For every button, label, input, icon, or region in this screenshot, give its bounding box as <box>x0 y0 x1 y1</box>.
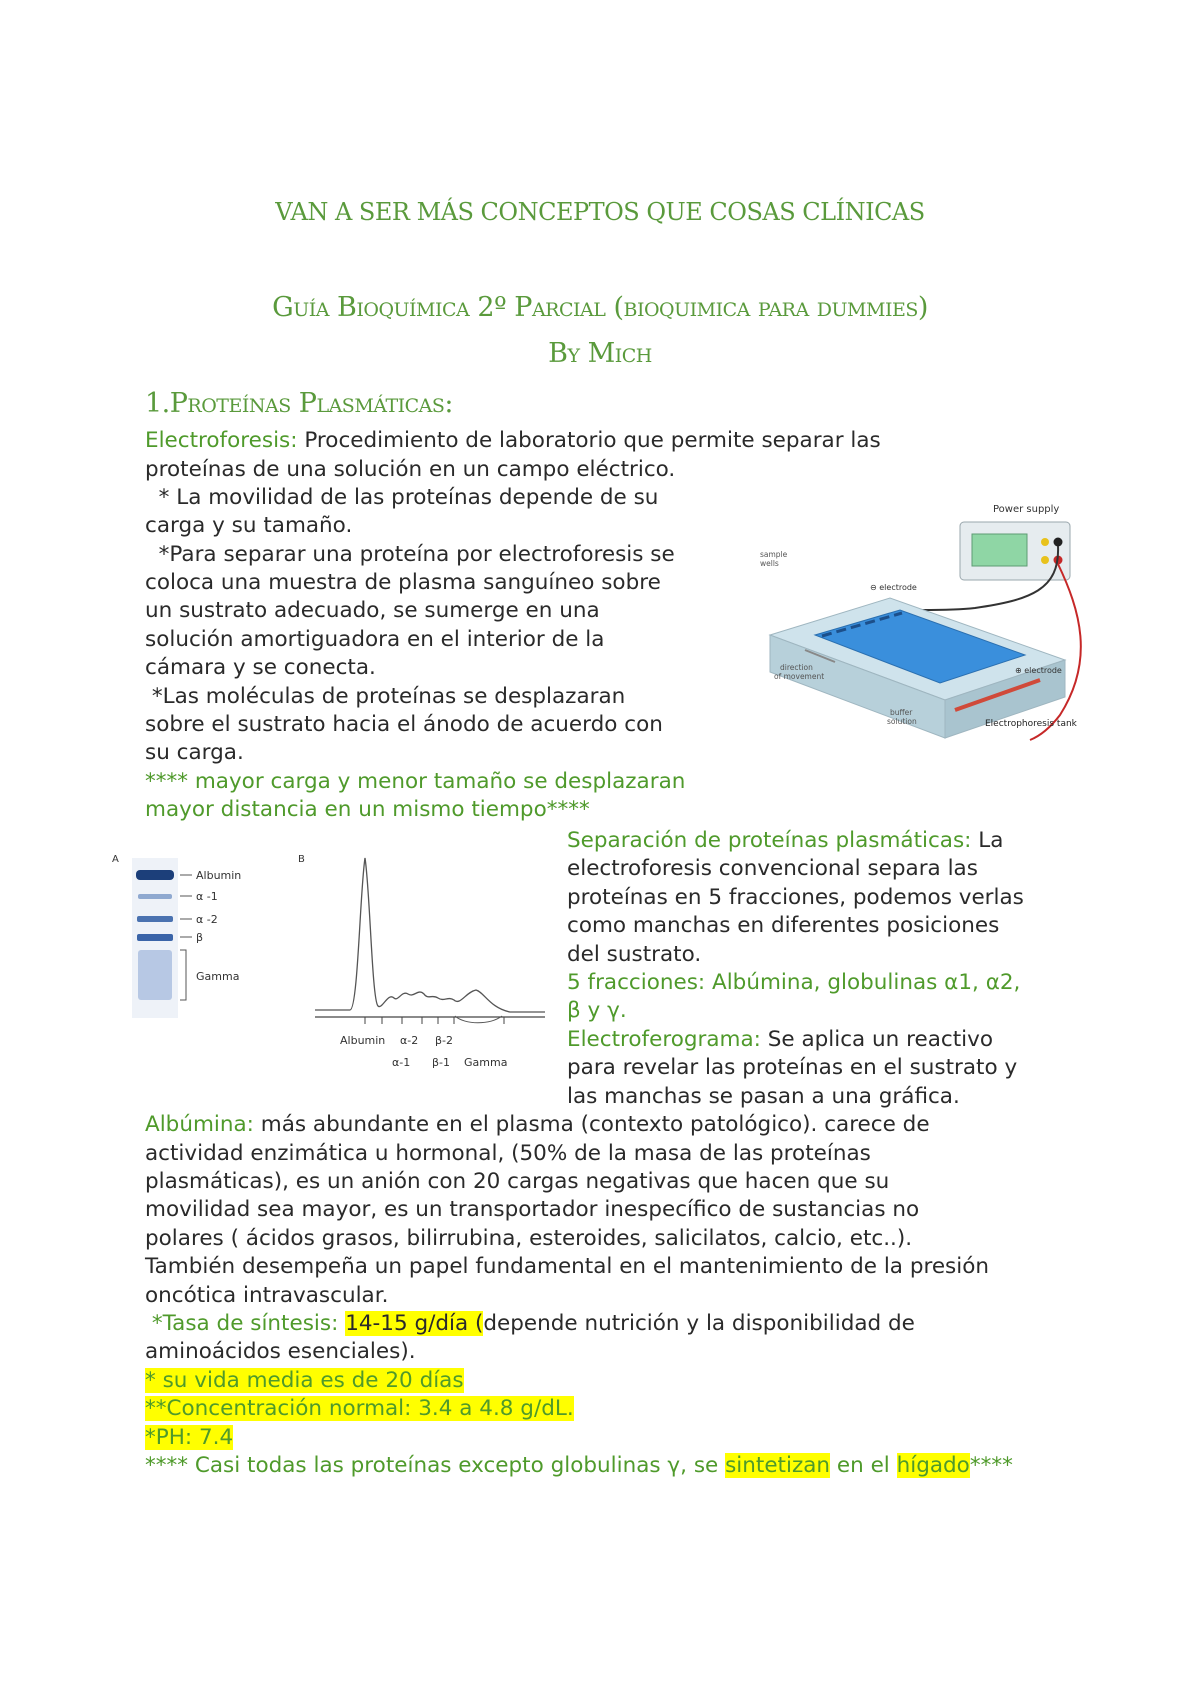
electroferograma-line: Electroferograma: Se aplica un reactivo <box>567 1027 994 1052</box>
tasa-sintesis-line: *Tasa de síntesis: 14-15 g/día (depende nutrición y la disponibilidad de <box>145 1311 915 1336</box>
text-line: un sustrato adecuado, se sumerge en una <box>145 598 600 623</box>
svg-text:Albumin: Albumin <box>340 1034 386 1047</box>
power-supply-display <box>972 534 1027 566</box>
text-line: electroforesis convencional separa las <box>567 856 978 881</box>
positive-electrode-label: ⊕ electrode <box>1015 666 1062 675</box>
term-separacion: Separación de proteínas plasmáticas: <box>567 828 972 853</box>
band-alpha-1 <box>138 894 172 899</box>
text-line: coloca una muestra de plasma sanguíneo sobre <box>145 570 661 595</box>
band-gamma <box>138 950 172 1000</box>
page-title: Guía Bioquímica 2º Parcial (bioquimica para dummies) <box>272 292 928 323</box>
text-line: También desempeña un papel fundamental en el mantenimiento de la presión <box>145 1254 990 1279</box>
electroforesis-definition: Electroforesis: Procedimiento de laboratorio que permite separar las <box>145 428 881 453</box>
text-line: para revelar las proteínas en el sustrato y <box>567 1055 1018 1080</box>
text-line: como manchas en diferentes posiciones <box>567 913 1000 938</box>
section-heading: 1.Proteínas Plasmáticas: <box>145 388 454 419</box>
svg-text:buffer: buffer <box>890 708 913 717</box>
sintesis-final-line: **** Casi todas las proteínas excepto globulinas γ, se sintetizan en el hígado**** <box>145 1453 1013 1478</box>
text-line: actividad enzimática u hormonal, (50% de la masa de las proteínas <box>145 1141 871 1166</box>
svg-text:α -1: α -1 <box>196 890 218 903</box>
text-line: aminoácidos esenciales). <box>145 1339 416 1364</box>
band-albumin <box>136 870 174 880</box>
text-line: las manchas se pasan a una gráfica. <box>567 1084 960 1109</box>
svg-text:α -2: α -2 <box>196 913 218 926</box>
author-line: By Mich <box>548 338 652 369</box>
tank-label: Electrophoresis tank <box>985 719 1077 729</box>
negative-electrode-label: ⊖ electrode <box>870 583 917 592</box>
fracciones-line: β y γ. <box>567 998 627 1023</box>
text-line: carga y su tamaño. <box>145 513 353 538</box>
panel-b-label: B <box>298 854 305 865</box>
svg-text:α-2: α-2 <box>400 1034 419 1047</box>
svg-text:Gamma: Gamma <box>196 970 240 983</box>
header-note: VAN A SER MÁS CONCEPTOS QUE COSAS CLÍNICAS <box>275 198 925 226</box>
band-alpha-2 <box>137 916 173 922</box>
gel-electroferogram-figure <box>110 850 550 1100</box>
albumina-paragraph: Albúmina: más abundante en el plasma (contexto patológico). carece de <box>145 1112 930 1137</box>
text-line: proteínas en 5 fracciones, podemos verlas <box>567 885 1024 910</box>
term-albumina: Albúmina: <box>145 1112 254 1137</box>
svg-text:Gamma: Gamma <box>464 1056 508 1069</box>
note-line: **** mayor carga y menor tamaño se desplazaran <box>145 769 686 794</box>
svg-text:solution: solution <box>887 717 917 726</box>
panel-a-label: A <box>112 854 119 865</box>
text-line: polares ( ácidos grasos, bilirrubina, esteroides, salicilatos, calcio, etc..). <box>145 1226 913 1251</box>
text-line: oncótica intravascular. <box>145 1283 389 1308</box>
highlight-sintetizan: sintetizan <box>725 1453 831 1478</box>
power-supply-label: Power supply <box>993 504 1060 515</box>
svg-text:of movement: of movement <box>774 672 825 681</box>
text-line: solución amortiguadora en el interior de la <box>145 627 605 652</box>
svg-text:β-1: β-1 <box>432 1056 450 1069</box>
text-line: su carga. <box>145 740 244 765</box>
concentracion-line: **Concentración normal: 3.4 a 4.8 g/dL. <box>145 1396 574 1421</box>
text-line: cámara y se conecta. <box>145 655 376 680</box>
electrophoresis-tank-diagram <box>760 500 1105 780</box>
highlight-tasa: 14-15 g/día ( <box>345 1311 484 1336</box>
text-line: movilidad sea mayor, es un transportador inespecífico de sustancias no <box>145 1197 920 1222</box>
band-beta <box>137 934 173 941</box>
text-line: proteínas de una solución en un campo eléctrico. <box>145 457 676 482</box>
text-line: *Las moléculas de proteínas se desplazaran <box>145 684 626 709</box>
separacion-paragraph: Separación de proteínas plasmáticas: La <box>567 828 1004 853</box>
vida-media-line: * su vida media es de 20 días <box>145 1368 464 1393</box>
ph-line: *PH: 7.4 <box>145 1425 234 1450</box>
highlight-higado: hígado <box>896 1453 970 1478</box>
term-electroferograma: Electroferograma: <box>567 1027 761 1052</box>
electroferogram-curve <box>315 858 545 1012</box>
text-line: *Para separar una proteína por electroforesis se <box>145 542 675 567</box>
text-line: sobre el sustrato hacia el ánodo de acuerdo con <box>145 712 663 737</box>
fracciones-line: 5 fracciones: Albúmina, globulinas α1, α2, <box>567 970 1021 995</box>
svg-text:wells: wells <box>760 559 779 568</box>
svg-text:β-2: β-2 <box>435 1034 453 1047</box>
svg-text:β: β <box>196 931 204 944</box>
svg-text:Albumin: Albumin <box>196 869 242 882</box>
text-line: del sustrato. <box>567 942 702 967</box>
svg-text:direction: direction <box>780 663 813 672</box>
note-line: mayor distancia en un mismo tiempo**** <box>145 797 590 822</box>
term-electroforesis: Electroforesis: <box>145 428 298 453</box>
text-line: * La movilidad de las proteínas depende de su <box>145 485 659 510</box>
svg-text:α-1: α-1 <box>392 1056 411 1069</box>
text-line: plasmáticas), es un anión con 20 cargas negativas que hacen que su <box>145 1169 890 1194</box>
svg-text:sample: sample <box>760 550 788 559</box>
